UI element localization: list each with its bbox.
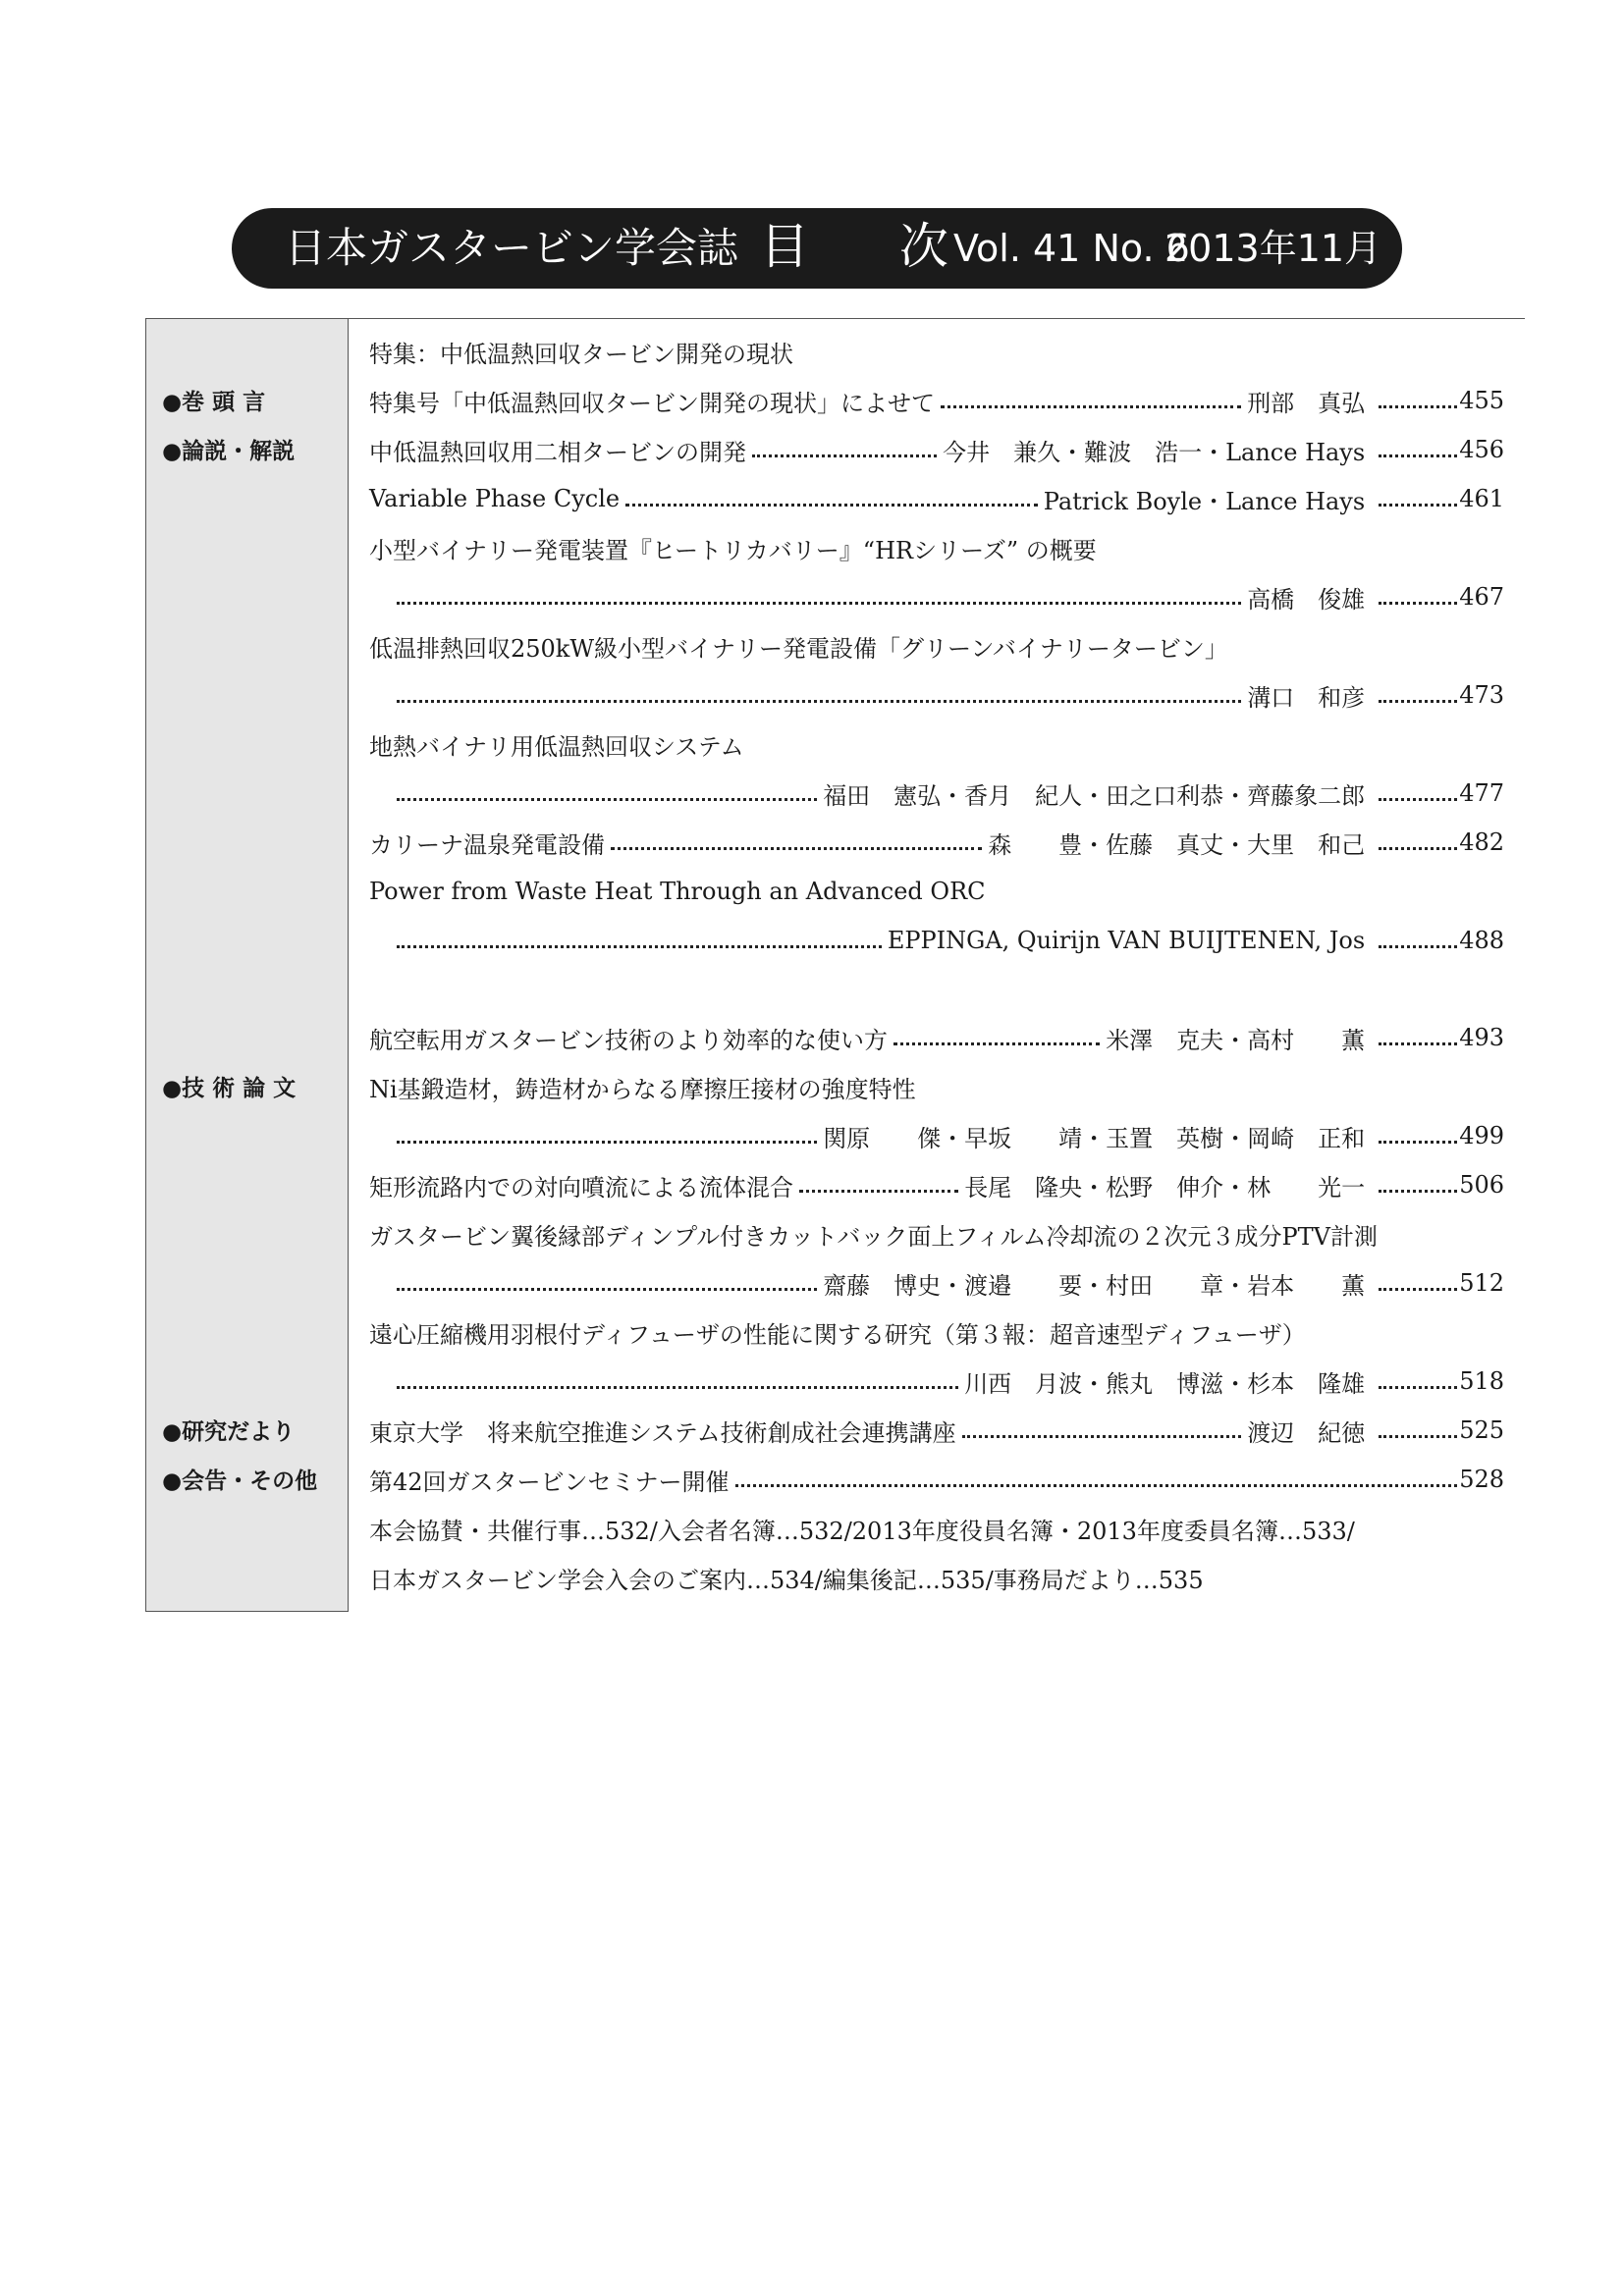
page-number: 518 [1459, 1367, 1504, 1395]
entry-authors: 溝口 和彦 [1247, 683, 1366, 712]
entry-authors: 森 豊・佐藤 真丈・大里 和己 [988, 830, 1366, 859]
entry-authors: 今井 兼久・難波 浩一・Lance Hays [943, 438, 1366, 466]
page-number: 473 [1459, 681, 1504, 709]
dot-leader [752, 454, 937, 457]
volume-issue: Vol. 41 No. 6 [953, 227, 1190, 270]
journal-title: 日本ガスタービン学会誌 [285, 224, 739, 272]
dot-leader [1379, 945, 1457, 948]
dot-leader [397, 700, 1241, 703]
entry-title: 中低温熱回収用二相タービンの開発 [369, 438, 746, 466]
entry-authors: 刑部 真弘 [1247, 389, 1366, 417]
toc-entry-title-line[interactable] [369, 872, 1504, 911]
page-number: 525 [1459, 1416, 1504, 1444]
category-reviews: ●論説・解説 [162, 439, 296, 464]
entry-authors: 福田 憲弘・香月 紀人・田之口利恭・齊藤象二郎 [823, 781, 1366, 810]
dot-leader [1379, 847, 1457, 850]
page-number: 528 [1459, 1466, 1504, 1493]
entry-authors: 高橋 俊雄 [1247, 585, 1366, 614]
dot-leader [893, 1042, 1100, 1045]
dot-leader [1379, 1190, 1457, 1193]
entry-authors: 渡辺 紀徳 [1247, 1418, 1366, 1447]
dot-leader [1379, 504, 1457, 507]
entry-title: 小型バイナリー発電装置『ヒートリカバリー』“HRシリーズ” の概要 [369, 536, 1097, 564]
entry-authors: 米澤 克夫・高村 薫 [1106, 1026, 1366, 1054]
toc-entry[interactable] [369, 430, 1504, 469]
category-technical-papers: ●技 術 論 文 [162, 1076, 297, 1101]
entry-authors: EPPINGA, Quirijn VAN BUIJTENEN, Jos [887, 927, 1366, 954]
page-number: 512 [1459, 1269, 1504, 1297]
dot-leader [799, 1190, 958, 1193]
misc-line [369, 1558, 1504, 1597]
dot-leader [1379, 454, 1457, 457]
dot-leader [1379, 1141, 1457, 1144]
entry-authors: 関原 傑・早坂 靖・玉置 英樹・岡崎 正和 [823, 1124, 1366, 1152]
dot-leader [1379, 1042, 1457, 1045]
toc-entry[interactable] [369, 1018, 1504, 1057]
dot-leader [397, 1288, 817, 1291]
page-number: 456 [1459, 436, 1504, 463]
toc-entry-author-line[interactable] [369, 675, 1504, 715]
toc-entry[interactable] [369, 479, 1504, 518]
dot-leader [397, 945, 882, 948]
dot-leader [397, 1141, 817, 1144]
dot-leader [1379, 602, 1457, 605]
dot-leader [735, 1484, 1458, 1487]
page-number: 482 [1459, 828, 1504, 856]
dot-leader [397, 1386, 958, 1389]
toc-label: 目 次 [760, 218, 986, 275]
entry-title: 地熱バイナリ用低温熱回収システム [369, 732, 744, 761]
entry-authors: 齋藤 博史・渡邉 要・村田 章・岩本 薫 [823, 1271, 1366, 1300]
toc-entry-author-line[interactable] [369, 774, 1504, 813]
page-number: 499 [1459, 1122, 1504, 1149]
dot-leader [397, 602, 1241, 605]
misc-text: 日本ガスタービン学会入会のご案内…534/編集後記…535/事務局だより…535 [369, 1566, 1204, 1594]
dot-leader [962, 1435, 1242, 1438]
entry-title: 航空転用ガスタービン技術のより効率的な使い方 [369, 1026, 888, 1054]
special-feature-title: 特集：中低温熱回収タービン開発の現状 [369, 340, 793, 368]
toc-entry-author-line[interactable] [369, 1362, 1504, 1401]
entry-title: 特集号「中低温熱回収タービン開発の現状」によせて [369, 389, 935, 417]
entry-title: 矩形流路内での対向噴流による流体混合 [369, 1173, 793, 1201]
dot-leader [1379, 1288, 1457, 1291]
toc-entry[interactable] [369, 1411, 1504, 1450]
dot-leader [1379, 1435, 1457, 1438]
toc-entry[interactable] [369, 381, 1504, 420]
dot-leader [1379, 1386, 1457, 1389]
entry-authors: Patrick Boyle・Lance Hays [1043, 487, 1366, 515]
entry-title: 遠心圧縮機用羽根付ディフューザの性能に関する研究（第３報：超音速型ディフューザ） [369, 1320, 1306, 1349]
special-feature-heading [369, 332, 1504, 371]
toc-entry[interactable] [369, 1165, 1504, 1204]
category-research-news: ●研究だより [162, 1419, 296, 1445]
dot-leader [1379, 405, 1457, 408]
page-number: 493 [1459, 1024, 1504, 1051]
entry-title: カリーナ温泉発電設備 [369, 830, 605, 859]
page-number: 467 [1459, 583, 1504, 611]
category-announcements: ●会告・その他 [162, 1468, 318, 1494]
dot-leader [1379, 798, 1457, 801]
toc-entry-title-line[interactable] [369, 1312, 1504, 1352]
toc-banner [232, 208, 1402, 289]
entry-authors: 長尾 隆央・松野 伸介・林 光一 [964, 1173, 1366, 1201]
entry-title: 東京大学 将来航空推進システム技術創成社会連携講座 [369, 1418, 956, 1447]
misc-text: 本会協賛・共催行事…532/入会者名簿…532/2013年度役員名簿・2013年度委員名簿…533/ [369, 1517, 1355, 1545]
entry-title: Power from Waste Heat Through an Advanced ORC [369, 878, 986, 905]
page-number: 461 [1459, 485, 1504, 512]
issue-date: 2013年11月 [1164, 227, 1382, 270]
page-number: 455 [1459, 387, 1504, 414]
toc-entry-author-line[interactable] [369, 1263, 1504, 1303]
entry-title: Ni基鍛造材，鋳造材からなる摩擦圧接材の強度特性 [369, 1075, 916, 1103]
toc-entry-title-line[interactable] [369, 626, 1504, 666]
toc-entry-title-line[interactable] [369, 528, 1504, 567]
page-number: 506 [1459, 1171, 1504, 1199]
dot-leader [1379, 700, 1457, 703]
toc-entry-title-line[interactable] [369, 1214, 1504, 1254]
dot-leader [611, 847, 982, 850]
toc-entry-author-line[interactable] [369, 1116, 1504, 1155]
toc-entry-author-line[interactable] [369, 921, 1504, 960]
dot-leader [941, 405, 1241, 408]
dot-leader [397, 798, 817, 801]
entry-authors: 川西 月波・熊丸 博滋・杉本 隆雄 [964, 1369, 1366, 1398]
category-sidebar [145, 318, 349, 1612]
entry-title: ガスタービン翼後縁部ディンプル付きカットバック面上フィルム冷却流の２次元３成分PTV計測 [369, 1222, 1379, 1251]
misc-line [369, 1509, 1504, 1548]
dot-leader [625, 504, 1038, 507]
toc-entry-title-line[interactable] [369, 724, 1504, 764]
toc-entry[interactable] [369, 823, 1504, 862]
entry-title: 低温排熱回収250kW級小型バイナリー発電設備「グリーンバイナリータービン」 [369, 634, 1228, 663]
page-number: 477 [1459, 779, 1504, 807]
category-foreword: ●巻 頭 言 [162, 390, 266, 415]
toc-entry-title-line[interactable] [369, 1067, 1504, 1106]
entry-title: Variable Phase Cycle [369, 485, 621, 512]
page-number: 488 [1459, 927, 1504, 954]
entry-title: 第42回ガスタービンセミナー開催 [369, 1468, 730, 1496]
toc-entry[interactable] [369, 1460, 1504, 1499]
toc-entry-author-line[interactable] [369, 577, 1504, 616]
